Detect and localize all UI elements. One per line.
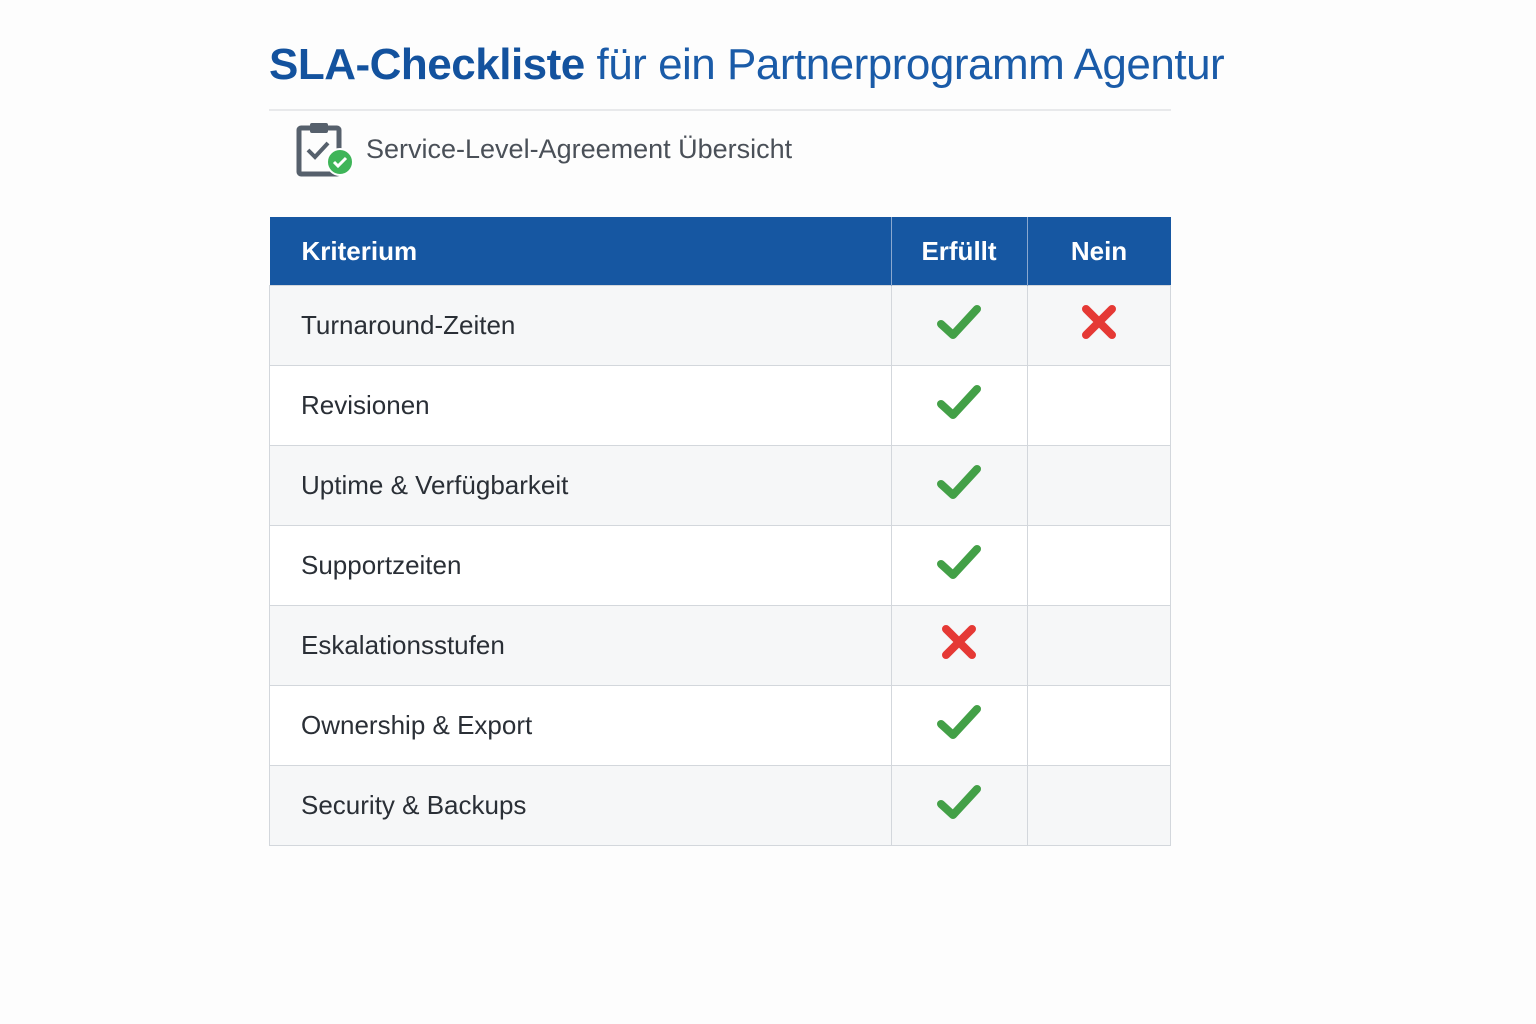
criterion-label: Uptime & Verfügbarkeit: [270, 446, 892, 526]
subtitle: Service-Level-Agreement Übersicht: [366, 133, 793, 164]
page-title: [269, 40, 1224, 90]
nein-cell: [1027, 686, 1171, 766]
erfuellt-cell: [891, 526, 1027, 606]
table-row: [270, 606, 1171, 686]
criterion-label: Supportzeiten: [270, 526, 892, 606]
nein-cell: [1027, 526, 1171, 606]
table-row: [270, 526, 1171, 606]
erfuellt-cell: [891, 446, 1027, 526]
erfuellt-cell: [891, 686, 1027, 766]
table-row: [270, 766, 1171, 846]
nein-cell: [1027, 286, 1171, 366]
criterion-label: Eskalationsstufen: [270, 606, 892, 686]
erfuellt-cell: [891, 366, 1027, 446]
check-icon: [936, 382, 982, 422]
title-rest: für ein Partnerprogramm Agentur: [584, 40, 1225, 89]
nein-cell: [1027, 366, 1171, 446]
sla-table: [269, 217, 1171, 846]
check-icon: [936, 702, 982, 742]
criterion-label: Turnaround-Zeiten: [270, 286, 892, 366]
table-row: [270, 686, 1171, 766]
subtitle-row: [296, 120, 792, 178]
table-row: [270, 446, 1171, 526]
nein-cell: [1027, 446, 1171, 526]
header-kriterium: Kriterium: [270, 217, 892, 286]
table-row: [270, 366, 1171, 446]
cross-icon: [1079, 302, 1119, 342]
header-erfuellt: Erfüllt: [891, 217, 1027, 286]
check-icon: [936, 462, 982, 502]
nein-cell: [1027, 606, 1171, 686]
erfuellt-cell: [891, 286, 1027, 366]
check-icon: [936, 782, 982, 822]
erfuellt-cell: [891, 606, 1027, 686]
criterion-label: Revisionen: [270, 366, 892, 446]
criterion-label: Security & Backups: [270, 766, 892, 846]
table-row: [270, 286, 1171, 366]
divider: [269, 109, 1171, 111]
clipboard-check-icon: [296, 120, 354, 178]
nein-cell: [1027, 766, 1171, 846]
check-icon: [936, 542, 982, 582]
title-bold: SLA-Checkliste: [269, 40, 585, 89]
check-icon: [936, 302, 982, 342]
criterion-label: Ownership & Export: [270, 686, 892, 766]
header-nein: Nein: [1027, 217, 1171, 286]
cross-icon: [939, 622, 979, 662]
erfuellt-cell: [891, 766, 1027, 846]
